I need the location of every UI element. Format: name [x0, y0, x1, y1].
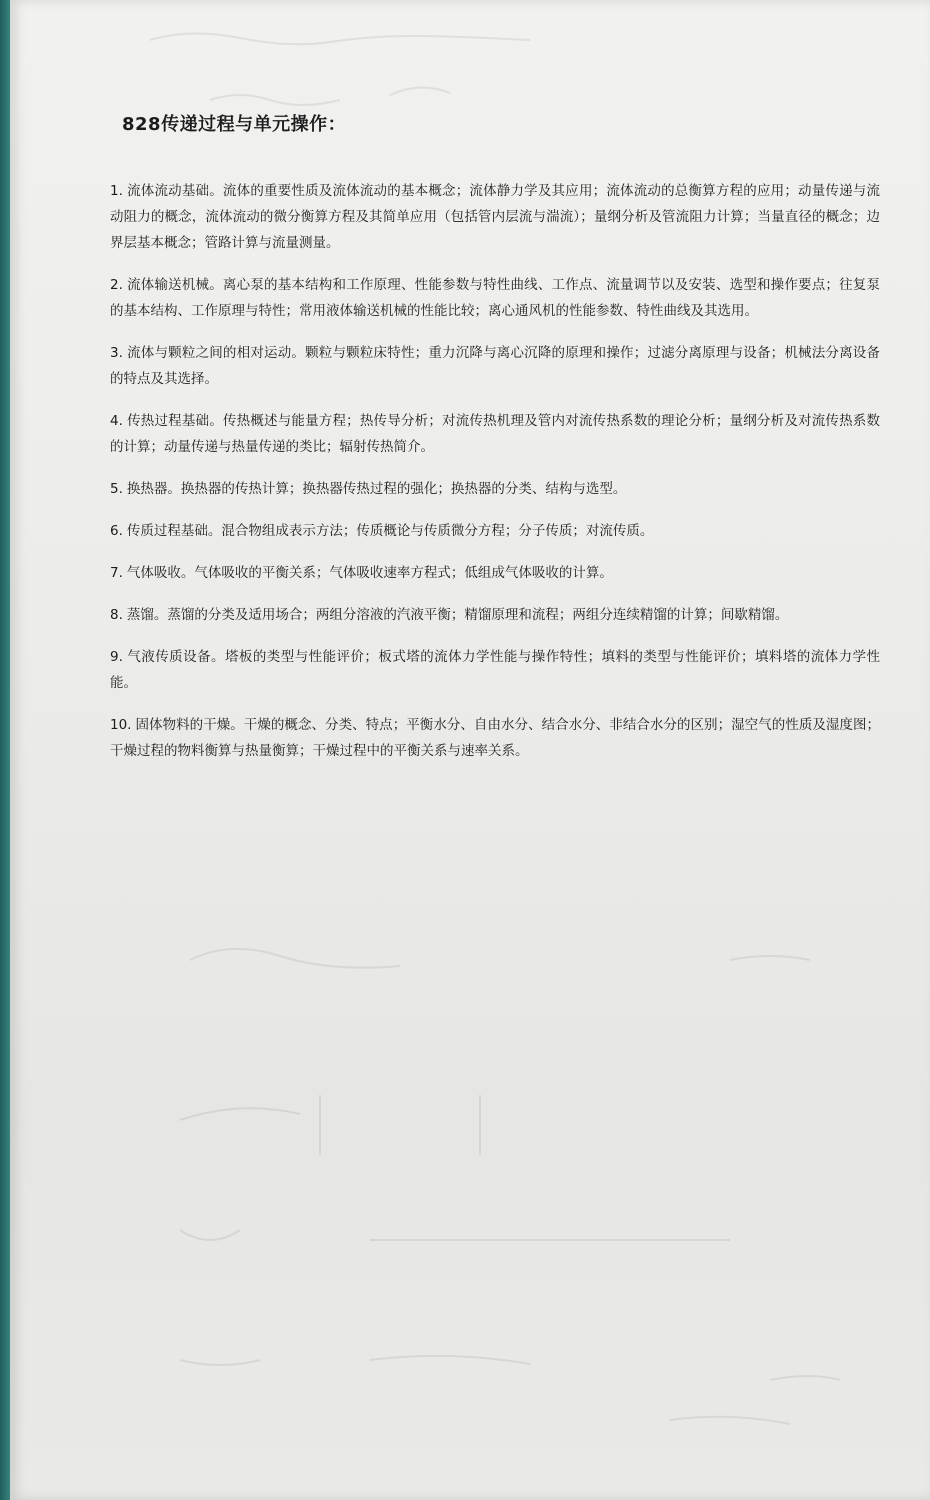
syllabus-item: [110, 476, 880, 502]
item-number: 10.: [110, 717, 132, 733]
syllabus-item: [110, 712, 880, 764]
item-text: 蒸馏。蒸馏的分类及适用场合；两组分溶液的汽液平衡；精馏原理和流程；两组分连续精馏的计算；间歇精馏。: [126, 607, 789, 623]
syllabus-item: [110, 178, 880, 256]
syllabus-item: [110, 644, 880, 696]
syllabus-item: [110, 272, 880, 324]
item-number: 4.: [110, 413, 123, 429]
item-number: 9.: [110, 649, 123, 665]
syllabus-item: [110, 408, 880, 460]
syllabus-sections: [110, 178, 880, 764]
item-number: 8.: [110, 607, 123, 623]
item-text: 换热器。换热器的传热计算；换热器传热过程的强化；换热器的分类、结构与选型。: [126, 481, 627, 497]
item-number: 3.: [110, 345, 123, 361]
item-number: 1.: [110, 183, 123, 199]
item-text: 流体输送机械。离心泵的基本结构和工作原理、性能参数与特性曲线、工作点、流量调节以及安装、选型和操作要点；往复泵的基本结构、工作原理与特性；常用液体输送机械的性能比较；离心通风机的性能参数、特性曲线及其选用。: [110, 277, 880, 319]
paper-sheet: [10, 0, 930, 1500]
item-number: 5.: [110, 481, 123, 497]
item-number: 6.: [110, 523, 123, 539]
item-text: 传质过程基础。混合物组成表示方法；传质概论与传质微分方程；分子传质；对流传质。: [126, 523, 654, 539]
item-number: 2.: [110, 277, 123, 293]
page-title: 828传递过程与单元操作：: [122, 114, 347, 135]
document-body: [110, 110, 880, 780]
item-text: 固体物料的干燥。干燥的概念、分类、特点；平衡水分、自由水分、结合水分、非结合水分的区别；湿空气的性质及湿度图；干燥过程的物料衡算与热量衡算；干燥过程中的平衡关系与速率关系。: [110, 717, 880, 759]
syllabus-item: [110, 340, 880, 392]
item-text: 流体流动基础。流体的重要性质及流体流动的基本概念；流体静力学及其应用；流体流动的总衡算方程的应用；动量传递与流动阻力的概念，流体流动的微分衡算方程及其简单应用（包括管内层流与湍流）；量纲分析及管流阻力计算；当量直径的概念；边界层基本概念；管路计算与流量测量。: [110, 183, 880, 251]
item-text: 传热过程基础。传热概述与能量方程；热传导分析；对流传热机理及管内对流传热系数的理论分析；量纲分析及对流传热系数的计算；动量传递与热量传递的类比；辐射传热简介。: [110, 413, 880, 455]
syllabus-item: [110, 560, 880, 586]
item-text: 气液传质设备。塔板的类型与性能评价；板式塔的流体力学性能与操作特性；填料的类型与性能评价；填料塔的流体力学性能。: [110, 649, 880, 691]
item-number: 7.: [110, 565, 123, 581]
syllabus-item: [110, 518, 880, 544]
item-text: 气体吸收。气体吸收的平衡关系；气体吸收速率方程式；低组成气体吸收的计算。: [126, 565, 613, 581]
item-text: 流体与颗粒之间的相对运动。颗粒与颗粒床特性；重力沉降与离心沉降的原理和操作；过滤分离原理与设备；机械法分离设备的特点及其选择。: [110, 345, 880, 387]
syllabus-item: [110, 602, 880, 628]
